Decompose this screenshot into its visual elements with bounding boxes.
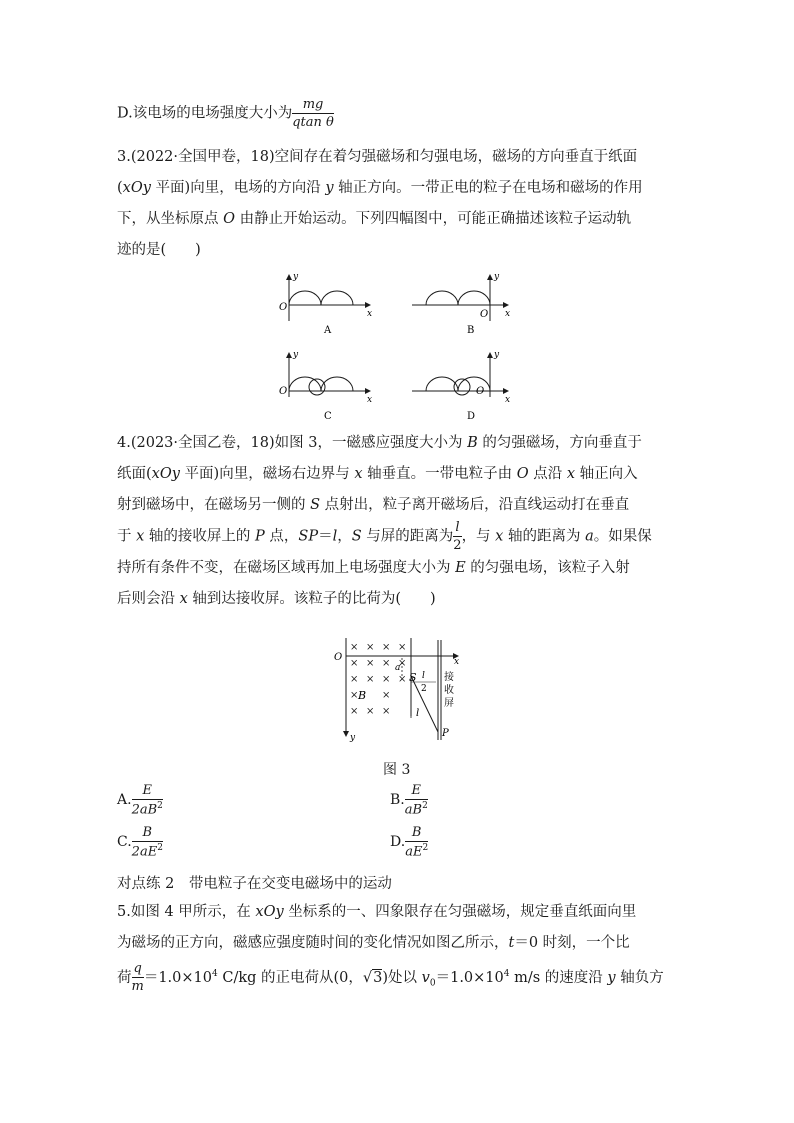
figure-label-d: D	[467, 411, 476, 422]
axis-label-x: x	[367, 309, 373, 319]
svg-text:×: ×	[382, 674, 391, 685]
svg-text:×: ×	[350, 690, 359, 701]
svg-text:×: ×	[350, 658, 359, 669]
option-a-fraction: $\frac{E}{2aB^2}$	[131, 783, 163, 818]
q5-charge-mass-fraction: $\frac{q}{m}$	[131, 961, 144, 995]
axis-label-y: y	[293, 350, 299, 360]
q4-line-6: 后则会沿 x 轴到达接收屏。该粒子的比荷为( )	[117, 590, 436, 607]
svg-text:×: ×	[382, 690, 391, 701]
q4-line-1: 4.(2023·全国乙卷，18)如图 3，一磁感应强度大小为 B 的匀强磁场，方向垂直于	[117, 435, 642, 451]
q3-line-2: (xOy 平面)向里，电场的方向沿 y 轴正方向。一带正电的粒子在电场和磁场的作用	[117, 180, 643, 196]
screen-char-1: 接	[444, 672, 454, 683]
figure-label-c: C	[324, 411, 332, 422]
q3-figure-b	[412, 272, 510, 336]
svg-text:×: ×	[382, 658, 391, 669]
q4-option-d[interactable]: D. $\frac{B}{aE^2}$	[390, 825, 429, 860]
axis-label-y: y	[494, 350, 500, 360]
q3-line-4: 迹的是( )	[117, 242, 201, 258]
axis-label-x: x	[454, 657, 460, 667]
half-l-numerator: l	[422, 671, 425, 681]
axis-label-x: x	[505, 309, 511, 319]
magnetic-field-crosses	[350, 642, 406, 717]
figure-label-a: A	[324, 325, 332, 336]
axis-label-x: x	[505, 395, 511, 405]
q3-figure-a	[279, 272, 372, 336]
half-l-denominator: 2	[421, 684, 427, 694]
question-4-text	[117, 428, 679, 615]
q3-line-1: 3.(2022·全国甲卷，18)空间存在着匀强磁场和匀强电场，磁场的方向垂直于纸面	[117, 149, 638, 165]
svg-text:×: ×	[366, 674, 375, 685]
figure-3	[330, 636, 470, 746]
q4-half-l-fraction: $\frac{l}{2}$	[453, 520, 462, 553]
q3-figure-d	[412, 350, 510, 422]
svg-text:×: ×	[350, 642, 359, 653]
axis-label-y: y	[350, 733, 356, 743]
figure-label-b: B	[467, 325, 475, 336]
svg-text:×: ×	[366, 706, 375, 717]
origin-label: O	[279, 302, 288, 313]
svg-text:×: ×	[350, 706, 359, 717]
prev-option-d-text: 该电场的电场强度大小为	[132, 105, 293, 122]
distance-a-label: a	[395, 663, 401, 673]
svg-text:×: ×	[366, 658, 375, 669]
axis-label-y: y	[293, 272, 299, 282]
question-5-text	[117, 897, 679, 1000]
q5-line-3: 荷 $\frac{q}{m}$ $=1.0\times 10^4$ C/kg 的正电荷从(0，√3)处以 $v_0=1.0\times 10^4$ m/s 的速度沿 y 轴负方	[117, 961, 664, 995]
option-c-fraction: $\frac{B}{2aE^2}$	[131, 825, 163, 860]
origin-label: O	[279, 386, 288, 397]
q5-line-1: 5.如图 4 甲所示，在 xOy 坐标系的一、四象限存在匀强磁场，规定垂直纸面向里	[117, 904, 637, 920]
q4-option-a[interactable]: A. $\frac{E}{2aB^2}$	[117, 783, 163, 818]
origin-label: O	[334, 652, 343, 663]
fraction-numerator: mg	[292, 98, 334, 114]
svg-text:×: ×	[350, 674, 359, 685]
prev-option-d-label: D.	[117, 105, 133, 122]
q3-figure-c	[279, 350, 372, 422]
q4-line-4: 于 x 轴的接收屏上的 P 点，SP＝l，S 与屏的距离为 $\frac{l}{2}$ ，与 x 轴的距离为 a。如果保	[117, 520, 652, 553]
svg-text:×: ×	[398, 674, 407, 685]
q4-line-3: 射到磁场中，在磁场另一侧的 S 点射出，粒子离开磁场后，沿直线运动打在垂直	[117, 497, 630, 513]
axis-label-y: y	[494, 272, 500, 282]
svg-text:×: ×	[398, 642, 407, 653]
svg-text:×: ×	[366, 642, 375, 653]
origin-label: O	[476, 386, 485, 397]
q3-line-3: 下，从坐标原点 O 由静止开始运动。下列四幅图中，可能正确描述该粒子运动轨	[117, 211, 632, 227]
q4-line-5: 持所有条件不变，在磁场区域再加上电场强度大小为 E 的匀强电场，该粒子入射	[117, 559, 630, 576]
figure-3-caption: 图 3	[383, 762, 411, 778]
point-p-label: P	[442, 728, 449, 739]
origin-label: O	[480, 309, 489, 320]
point-s-label: S	[409, 671, 417, 684]
q4-option-c[interactable]: C. $\frac{B}{2aE^2}$	[117, 825, 163, 860]
screen-char-2: 收	[444, 685, 454, 696]
distance-l-label: l	[416, 708, 420, 719]
fraction-denominator: qtan θ	[292, 115, 334, 130]
question-3-text	[117, 142, 679, 266]
section-heading: 对点练 2 带电粒子在交变电磁场中的运动	[117, 876, 392, 892]
axis-label-x: x	[367, 395, 373, 405]
prev-option-d	[117, 98, 334, 129]
svg-text:×: ×	[398, 658, 407, 669]
option-b-fraction: $\frac{E}{aB^2}$	[404, 783, 428, 818]
q3-figures	[270, 265, 530, 425]
q4-option-b[interactable]: B. $\frac{E}{aB^2}$	[390, 783, 428, 818]
option-d-fraction: $\frac{B}{aE^2}$	[405, 825, 429, 860]
q4-line-2: 纸面(xOy 平面)向里，磁场右边界与 x 轴垂直。一带电粒子由 O 点沿 x 轴正向入	[117, 466, 638, 482]
sqrt-symbol: √	[362, 969, 373, 986]
q5-line-2: 为磁场的正方向，磁感应强度随时间的变化情况如图乙所示，t＝0 时刻，一个比	[117, 935, 630, 951]
prev-option-d-fraction	[292, 98, 334, 129]
field-label-b: B	[358, 689, 367, 702]
svg-text:×: ×	[382, 642, 391, 653]
screen-char-3: 屏	[444, 698, 454, 709]
svg-text:×: ×	[382, 706, 391, 717]
